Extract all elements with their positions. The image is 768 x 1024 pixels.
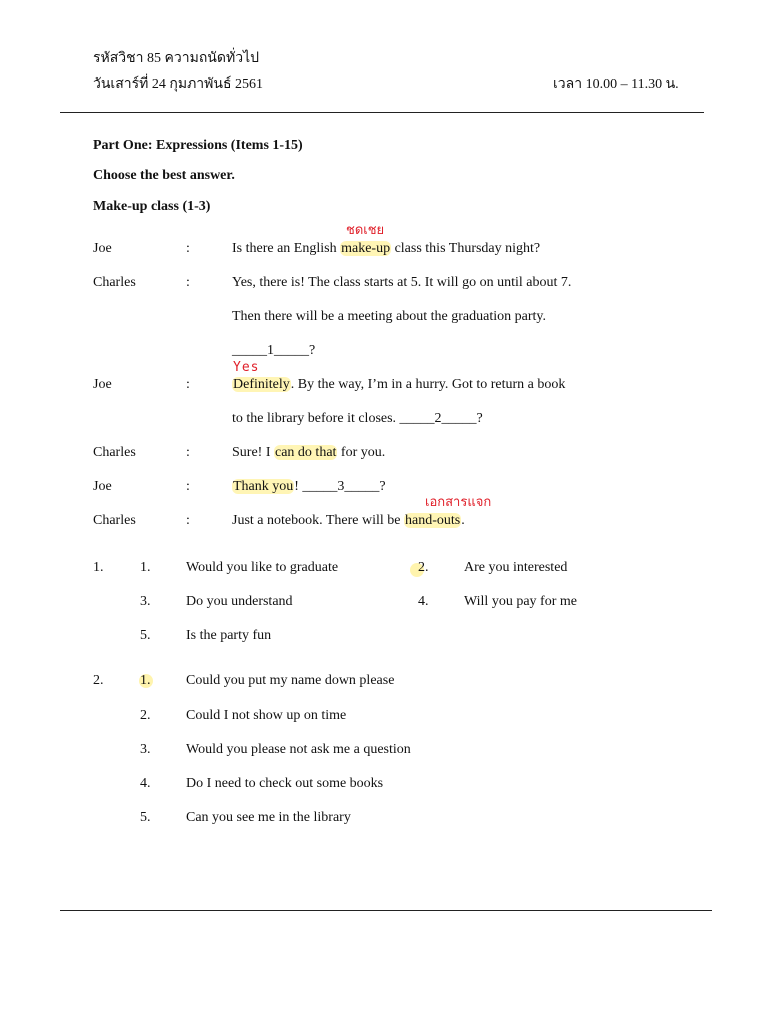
annotation-makeup: ชดเชย (346, 223, 385, 238)
option-number: 5. (140, 810, 151, 825)
option-number: 5. (140, 628, 151, 643)
option-number: 1. (140, 560, 151, 575)
exam-date: วันเสาร์ที่ 24 กุมภาพันธ์ 2561 (93, 77, 264, 92)
dialogue-line: Is there an English make-up class this Thursday night? (232, 241, 541, 256)
question-number: 2. (93, 673, 104, 688)
exam-time: เวลา 10.00 – 11.30 น. (553, 77, 679, 92)
option-text: Is the party fun (186, 628, 272, 643)
speaker: Charles (93, 513, 136, 528)
colon: : (186, 445, 190, 460)
option-number: 2. (140, 708, 151, 723)
option-number: 4. (140, 776, 151, 791)
section-title: Make-up class (1-3) (93, 199, 211, 214)
speaker: Charles (93, 275, 136, 290)
annotation-definitely: Yes (233, 360, 260, 375)
colon: : (186, 479, 190, 494)
option-text: Would you please not ask me a question (186, 742, 411, 757)
highlight: make-up (341, 241, 391, 256)
question-number: 1. (93, 560, 104, 575)
footer-divider (60, 910, 712, 911)
colon: : (186, 241, 190, 256)
dialogue-line: Thank you! _____3_____? (233, 479, 386, 494)
speaker: Joe (93, 479, 112, 494)
highlight: hand-outs (405, 513, 461, 528)
annotation-handouts: เอกสารแจก (425, 495, 492, 510)
dialogue-line: Just a notebook. There will be hand-outs. (232, 513, 465, 528)
course-code: รหัสวิชา 85 ความถนัดทั่วไป (93, 51, 259, 66)
dialogue-line: Sure! I can do that for you. (232, 445, 386, 460)
highlight: Definitely (233, 377, 290, 392)
option-text: Would you like to graduate (186, 560, 339, 575)
option-text: Do you understand (186, 594, 293, 609)
highlight: can do that (275, 445, 337, 460)
dialogue-line: to the library before it closes. _____2_____? (232, 411, 483, 426)
dialogue-line: Then there will be a meeting about the graduation party. (232, 309, 546, 324)
instruction: Choose the best answer. (93, 168, 235, 183)
speaker: Charles (93, 445, 136, 460)
speaker: Joe (93, 377, 112, 392)
option-text: Do I need to check out some books (186, 776, 384, 791)
option-number: 1. (140, 673, 151, 688)
option-text: Could I not show up on time (186, 708, 347, 723)
part-title: Part One: Expressions (Items 1-15) (93, 138, 303, 153)
colon: : (186, 513, 190, 528)
dialogue-line: Yes, there is! The class starts at 5. It will go on until about 7. (232, 275, 572, 290)
dialogue-line: Definitely. By the way, I’m in a hurry. Got to return a book (233, 377, 566, 392)
blank-1: _____1_____? (232, 343, 316, 358)
option-number: 3. (140, 594, 151, 609)
option-text: Can you see me in the library (186, 810, 351, 825)
option-text: Could you put my name down please (186, 673, 395, 688)
option-number: 2. (418, 560, 429, 575)
header-divider (60, 112, 704, 113)
highlight: Thank you (233, 479, 294, 494)
colon: : (186, 275, 190, 290)
speaker: Joe (93, 241, 112, 256)
option-number: 4. (418, 594, 429, 609)
option-text: Will you pay for me (464, 594, 577, 609)
option-text: Are you interested (464, 560, 568, 575)
colon: : (186, 377, 190, 392)
option-number: 3. (140, 742, 151, 757)
